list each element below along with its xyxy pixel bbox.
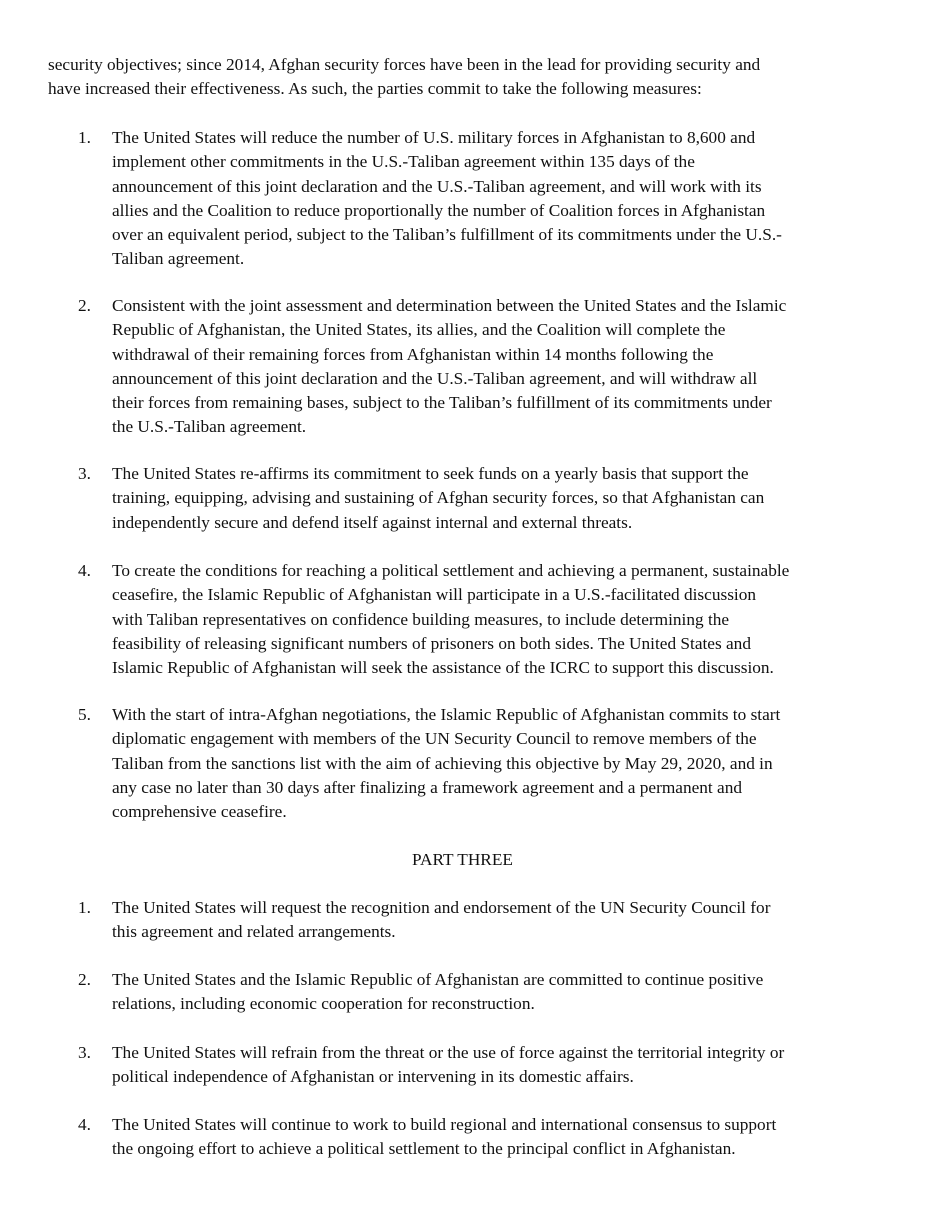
item-number: 2. xyxy=(78,970,91,989)
text-line: any case no later than 30 days after finalizing a framework agreement and a permanent and xyxy=(112,777,742,797)
item-body xyxy=(112,896,912,945)
text-line: The United States will continue to work to build regional and international consensus to support xyxy=(112,1115,777,1134)
text-line: The United States and the Islamic Republic of Afghanistan are committed to continue positive xyxy=(112,970,764,989)
text-line: The United States re-affirms its commitment to seek funds on a yearly basis that support the xyxy=(112,464,749,483)
item-body xyxy=(112,462,912,535)
item-number: 1. xyxy=(78,128,91,147)
text-line: Taliban from the sanctions list with the aim of achieving this objective by May 29, 2020, and in xyxy=(112,753,773,773)
text-line: announcement of this joint declaration and the U.S.-Taliban agreement, and will work with its xyxy=(112,176,762,196)
text-line: the ongoing effort to achieve a political settlement to the principal conflict in Afghanistan. xyxy=(112,1139,736,1159)
text-line: security objectives; since 2014, Afghan security forces have been in the lead for providing security and xyxy=(48,55,761,74)
text-line: their forces from remaining bases, subject to the Taliban’s fulfillment of its commitments under xyxy=(112,393,772,413)
text-line: the U.S.-Taliban agreement. xyxy=(112,417,307,437)
text-line: implement other commitments in the U.S.-Taliban agreement within 135 days of the xyxy=(112,152,695,172)
item-number: 5. xyxy=(78,705,91,724)
text-line: withdrawal of their remaining forces from Afghanistan within 14 months following the xyxy=(112,344,714,364)
text-line: The United States will refrain from the threat or the use of force against the territorial integrity or xyxy=(112,1043,785,1062)
text-line: this agreement and related arrangements. xyxy=(112,922,396,942)
text-line: ceasefire, the Islamic Republic of Afghanistan will participate in a U.S.-facilitated discussion xyxy=(112,585,757,605)
item-number: 3. xyxy=(78,1043,91,1062)
text-line: The United States will reduce the number of U.S. military forces in Afghanistan to 8,600 and xyxy=(112,128,756,147)
text-line: Islamic Republic of Afghanistan will seek the assistance of the ICRC to support this discussion. xyxy=(112,658,774,678)
item-body xyxy=(112,559,912,680)
text-line: political independence of Afghanistan or intervening in its domestic affairs. xyxy=(112,1067,634,1087)
item-number: 4. xyxy=(78,561,91,580)
item-number: 4. xyxy=(78,1115,91,1134)
text-line: have increased their effectiveness. As such, the parties commit to take the following measures: xyxy=(48,79,702,99)
item-number: 2. xyxy=(78,296,91,315)
text-line: independently secure and defend itself against internal and external threats. xyxy=(112,512,633,532)
text-line: training, equipping, advising and sustaining of Afghan security forces, so that Afghanistan can xyxy=(112,488,765,508)
text-line: comprehensive ceasefire. xyxy=(112,802,287,822)
text-line: Taliban agreement. xyxy=(112,249,245,269)
item-body xyxy=(112,703,912,824)
text-line: Republic of Afghanistan, the United States, its allies, and the Coalition will complete the xyxy=(112,320,726,340)
text-line: To create the conditions for reaching a political settlement and achieving a permanent, sustainable xyxy=(112,561,790,580)
item-body xyxy=(112,968,912,1017)
text-line: With the start of intra-Afghan negotiations, the Islamic Republic of Afghanistan commits to start xyxy=(112,705,781,724)
item-body xyxy=(112,294,912,440)
item-body xyxy=(112,1113,912,1162)
text-line: The United States will request the recognition and endorsement of the UN Security Council for xyxy=(112,898,771,917)
text-line: over an equivalent period, subject to the Taliban’s fulfillment of its commitments under the U.S.- xyxy=(112,225,782,245)
item-number: 1. xyxy=(78,898,91,917)
text-line: allies and the Coalition to reduce proportionally the number of Coalition forces in Afghanistan xyxy=(112,200,766,220)
text-line: Consistent with the joint assessment and determination between the United States and the Islamic xyxy=(112,296,787,315)
text-line: announcement of this joint declaration and the U.S.-Taliban agreement, and will withdraw all xyxy=(112,368,758,388)
text-line: with Taliban representatives on confidence building measures, to include determining the xyxy=(112,609,730,629)
item-body xyxy=(112,1041,912,1090)
text-line: relations, including economic cooperation for reconstruction. xyxy=(112,994,535,1014)
intro-paragraph xyxy=(48,53,908,102)
section-heading-part-three: PART THREE xyxy=(412,850,513,869)
text-line: feasibility of releasing significant numbers of prisoners on both sides. The United States and xyxy=(112,633,751,653)
item-number: 3. xyxy=(78,464,91,483)
text-line: diplomatic engagement with members of the UN Security Council to remove members of the xyxy=(112,729,757,749)
item-body xyxy=(112,126,912,272)
